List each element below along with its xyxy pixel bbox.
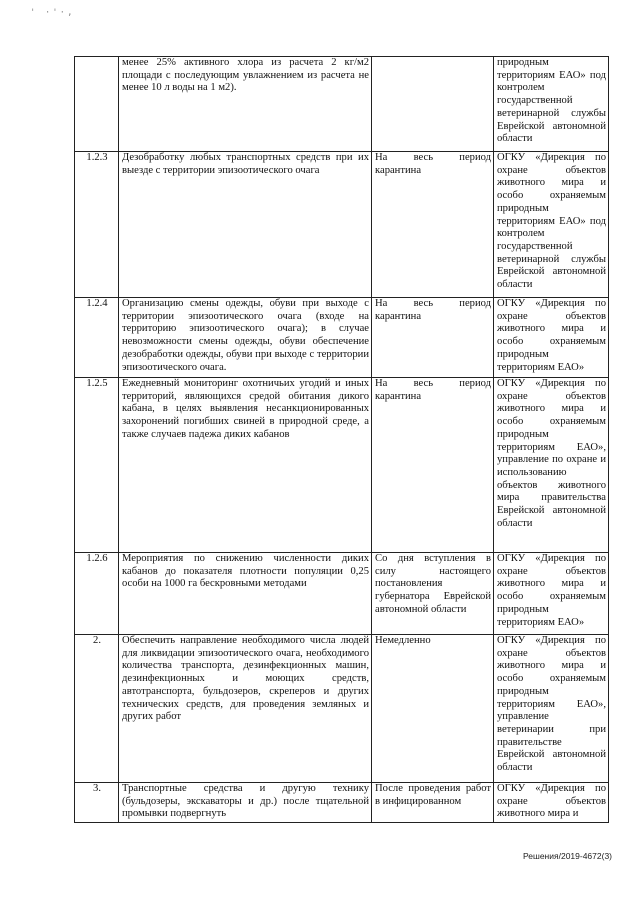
row-term: После проведения работ в инфицированном	[372, 783, 494, 823]
row-responsible: ОГКУ «Дирекция по охране объектов животного мира и особо охраняемым природным территориям ЕАО»	[494, 298, 609, 378]
row-term: Немедленно	[372, 635, 494, 783]
row-measure: Ежедневный мониторинг охотничьих угодий и иных территорий, являющихся средой обитания дикого кабана, в целях выявления несанкционированных захоронений погибших свиней в природной среде, а также случаев падежа диких кабанов	[119, 378, 372, 553]
row-measure: Мероприятия по снижению численности диких кабанов до показателя плотности популяции 0,25 особи на 1000 га бескровными методами	[119, 553, 372, 635]
table-row	[75, 57, 609, 152]
table-row	[75, 378, 609, 553]
table-row	[75, 635, 609, 783]
row-term: Со дня вступления в силу настоящего постановления губернатора Еврейской автономной области	[372, 553, 494, 635]
measures-table	[74, 56, 609, 823]
row-term: На весь период карантина	[372, 378, 494, 553]
row-term	[372, 57, 494, 152]
table-row	[75, 298, 609, 378]
table-row	[75, 152, 609, 298]
row-measure: Организацию смены одежды, обуви при выходе с территории эпизоотического очага (входе на территорию эпизоотического очага); в случае невозможности смены одежды, обуви обеспечение дезобработки одежды, обуви при выходе с территории эпизоотического очага.	[119, 298, 372, 378]
row-number	[75, 57, 119, 152]
row-responsible: ОГКУ «Дирекция по охране объектов животного мира и особо охраняемым природным территориям ЕАО», управление по охране и использованию объектов животного мира правительства Еврейской автономной области	[494, 378, 609, 553]
row-number: 1.2.5	[75, 378, 119, 553]
scan-marks: ' ·'·,	[30, 8, 75, 18]
table-row	[75, 783, 609, 823]
row-responsible: ОГКУ «Дирекция по охране объектов животного мира и особо охраняемым природным территориям ЕАО», управление ветеринарии при правительстве Еврейской автономной области	[494, 635, 609, 783]
row-responsible: ОГКУ «Дирекция по охране объектов животного мира и особо охраняемым природным территориям ЕАО» под контролем государственной ветеринарной службы Еврейской автономной области	[494, 152, 609, 298]
row-number: 1.2.6	[75, 553, 119, 635]
row-number: 1.2.3	[75, 152, 119, 298]
row-term: На весь период карантина	[372, 152, 494, 298]
row-responsible: ОГКУ «Дирекция по охране объектов животного мира и особо охраняемым природным территориям ЕАО»	[494, 553, 609, 635]
row-measure: Транспортные средства и другую технику (бульдозеры, экскаваторы и др.) после тщательной промывки подвергнуть	[119, 783, 372, 823]
row-measure: Обеспечить направление необходимого числа людей для ликвидации эпизоотического очага, необходимого количества транспорта, дезинфекционных машин, дезинфекционных и моющих средств, автотранспорта, бульдозеров, скреперов и других технических средств, для проведения земляных и других работ	[119, 635, 372, 783]
row-term: На весь период карантина	[372, 298, 494, 378]
row-responsible: природным территориям ЕАО» под контролем государственной ветеринарной службы Еврейской автономной области	[494, 57, 609, 152]
table-row	[75, 553, 609, 635]
row-number: 2.	[75, 635, 119, 783]
row-measure: Дезобработку любых транспортных средств при их выезде с территории эпизоотического очага	[119, 152, 372, 298]
row-measure: менее 25% активного хлора из расчета 2 кг/м2 площади с последующим увлажнением из расчета не менее 10 л воды на 1 м2).	[119, 57, 372, 152]
row-responsible: ОГКУ «Дирекция по охране объектов животного мира и	[494, 783, 609, 823]
row-number: 3.	[75, 783, 119, 823]
document-footer-code: Решения/2019-4672(3)	[522, 851, 612, 861]
row-number: 1.2.4	[75, 298, 119, 378]
